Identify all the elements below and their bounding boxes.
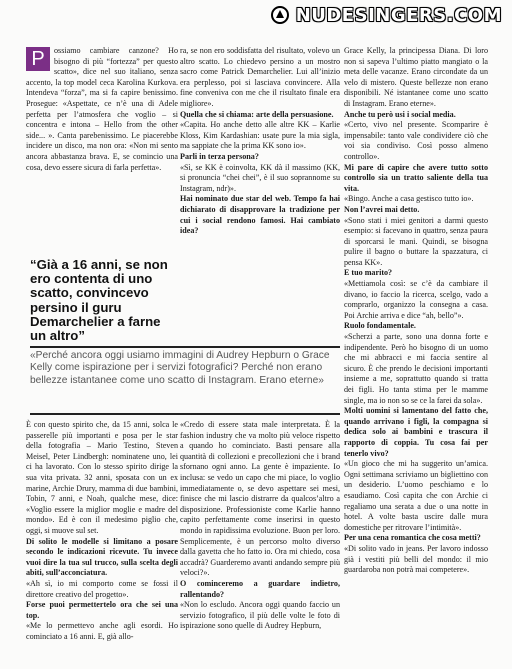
paragraph: «Mettiamola così: se c’è da cambiare il divano, io faccio la ricerca, scelgo, vado a comprarlo, organizzo la consegna a casa. Poi Archie arriva e dice “ah, bello”». xyxy=(344,279,488,320)
paragraph: Grace Kelly, la principessa Diana. Di loro non si sapeva l’ultimo piatto mangiato o la meta delle vacanze. Erano circondate da un velo di mistero. Queste bellezze non erano disponibili. Né istantanee come uno scatto di Instagram. Erano eterne». xyxy=(344,46,488,108)
watermark-text: NUDESINGERS.COM xyxy=(295,4,502,26)
article-column-1 xyxy=(26,46,178,173)
paragraph: «Sono stati i miei genitori a darmi questo esempio: si facevano in quattro, senza paura di sporcarsi le mani. Quindi, se bisogna pulire il bagno o buttare la spazzatura, ci pensa KK». xyxy=(344,215,488,267)
paragraph: «Di solito vado in jeans. Per lavoro indosso già i vestiti più belli del mondo: il mio guardaroba non potrà mai competere». xyxy=(344,543,488,575)
article-column-3 xyxy=(344,46,488,576)
paragraph: «Bingo. Anche a casa gestisco tutto io». xyxy=(344,194,474,204)
question: Per una cena romantica che cosa metti? xyxy=(344,533,481,543)
divider xyxy=(30,413,340,415)
question: Ruolo fondamentale. xyxy=(344,321,416,331)
question: Di solito le modelle si limitano a posare secondo le indicazioni ricevute. Tu invece vuoi dire la tua sul trucco, sulla scelta degli abiti, sull’acconciatura. xyxy=(26,536,178,578)
paragraph: «Un gioco che mi ha suggerito un’amica. Ogni settimana scriviamo un bigliettino con un desiderio. L’uomo peschiamo e lo esaudiamo. Così capita che con Archie ci regaliamo una serata a due o una notte in hotel. A volte basta uscire dalle mura domestiche per ritrovare l’intimità». xyxy=(344,459,488,532)
question: Forse puoi permettertelo ora che sei una top. xyxy=(26,600,178,620)
paragraph: «Non lo escludo. Ancora oggi quando faccio un servizio fotografico, il più delle volte le foto di ispirazione sono quelle di Audrey Hepburn, xyxy=(180,600,340,631)
question: Parli in terza persona? xyxy=(180,151,259,161)
callout-quote: «Perché ancora oggi usiamo immagini di Audrey Hepburn o Grace Kelly come ispirazione per i servizi fotografici? Perché non erano bellezze istantanee come uno scatto di Instagram. Erano eterne» xyxy=(30,350,330,386)
article-column-4 xyxy=(26,420,178,642)
question: Hai nominato due star del web. Tempo fa hai dichiarato di disapprovare la tradizione per cui i social rendono famosi. Hai cambiato idea? xyxy=(180,194,340,236)
question: Molti uomini si lamentano del fatto che, quando arrivano i figli, la compagna si dedica solo ai bambini e trascura il rapporto di coppia. Tu cosa fai per tenerlo vivo? xyxy=(344,406,488,458)
question: E tuo marito? xyxy=(344,268,393,278)
drop-cap: P xyxy=(26,47,50,71)
paragraph: È con questo spirito che, da 15 anni, solca le passerelle più importanti e posa per le star della fotografia – Mario Testino, Steven Meisel, Peter Lindbergh: nominatene uno, lei ci ha lavorato. Con lo stesso spirito dirige la sua vita privata. 32 anni, sposata con un ex marine, Archie Drury, mamma di due bambini, Tobin, 7 anni, e Noah, qualche mese, dice: «Voglio essere la miglior moglie e madre del mondo». Ed è con il medesimo piglio che, oggi, si muove sul set. xyxy=(26,420,178,535)
paragraph: «Sì, se KK è coinvolta, KK dà il massimo (KK, si pronuncia “chei chei”, è il suo soprannome su Instagram, ndr)». xyxy=(180,162,340,193)
question: Anche tu però usi i social media. xyxy=(344,109,456,119)
paragraph: «Credo di essere stata male interpretata. È la fashion industry che va molto più veloce rispetto a quando ho cominciato. Basti pensare alla quantità di collezioni e precollezioni che i brand sfornano ogni anno. La gente è impaziente. Io inclusa: se vedo un capo che mi piace, lo voglio immediatamente o, se devo aspettare sei mesi, finisce che mi lascio distrarre da qualcos’altro a disposizione. Professioniste come Karlie hanno capito perfettamente come inserirsi in questo mondo in rapidissima evoluzione. Buon per loro. Semplicemente, è un percorso molto diverso dalla gavetta che ho fatto io. Ora mi chiedo, cosa accadrà? Guarderemo avanti andando sempre più veloci?». xyxy=(180,420,340,578)
divider xyxy=(30,346,340,348)
paragraph: ra, se non ero soddisfatta del risultato, volevo un altro scatto. Lo chiedevo persino a un mostro sacro come Patrick Demarchelier. Lui all’inizio era perplesso, poi si lasciava convincere. Alla fine conveniva con me che il risultato finale era migliore». xyxy=(180,46,340,108)
paragraph: «Ah sì, io mi comporto come se fossi il direttore creativo del progetto». xyxy=(26,578,178,599)
question: Quella che si chiama: arte della persuasione. xyxy=(180,109,334,119)
paragraph: «Me lo permettevo anche agli esordi. Ho cominciato a 16 anni. E, già allo- xyxy=(26,621,178,641)
paragraph: «Capita. Ho anche detto alle altre KK – Karlie Kloss, Kim Kardashian: usate pure la mia sigla, ma sappiate che la prima KK sono io». xyxy=(180,120,340,151)
article-column-2 xyxy=(180,46,340,237)
intro-paragraph: ossiamo cambiare canzone? Ho bisogno di più “fortezza” per questo scatto», dice nel suo italiano, senza accento, la top model ceca Karolina Kurkova. Intendeva “forza”, ma si fa capire benissimo. Prosegue: «Aspettate, ce n’è una di Adele perfetta per l’atmosfera che voglio – si concentra e intona – Hello from the other side... ». Canta parebenissimo. Le piacerebbe incidere un disco, ma non ora: «Non mi sento ancora abbastanza brava. E, se comincio una cosa, devo essere sicura di farla perfetta». xyxy=(26,46,178,172)
watermark xyxy=(0,0,512,30)
question: Mi pare di capire che avere tutto sotto controllo sia un tratto saliente della tua vita. xyxy=(344,162,488,193)
paragraph: «Certo, vivo nel presente. Scomparire è impensabile: tanto vale condividere ciò che voi sia condiviso. Così posso almeno controllo». xyxy=(344,120,488,161)
logo-icon xyxy=(270,5,290,25)
article-column-5 xyxy=(180,420,340,632)
pull-quote: “Già a 16 anni, se non ero contenta di uno scatto, convincevo persino il guru Demarchelier a farne un altro” xyxy=(30,257,168,344)
paragraph: «Scherzi a parte, sono una donna forte e indipendente. Però ho bisogno di un uomo che mi abbracci e mi faccia sentire al sicuro. È che prendo le decisioni importanti insieme a me, soprattutto quando si tratta dei figli. Ho tanta stima per le mamme single, ma io non so se ce la farei da sola». xyxy=(344,332,488,405)
question: Non l’avrei mai detto. xyxy=(344,204,420,214)
question: O cominceremo a guardare indietro, rallentando? xyxy=(180,578,340,599)
